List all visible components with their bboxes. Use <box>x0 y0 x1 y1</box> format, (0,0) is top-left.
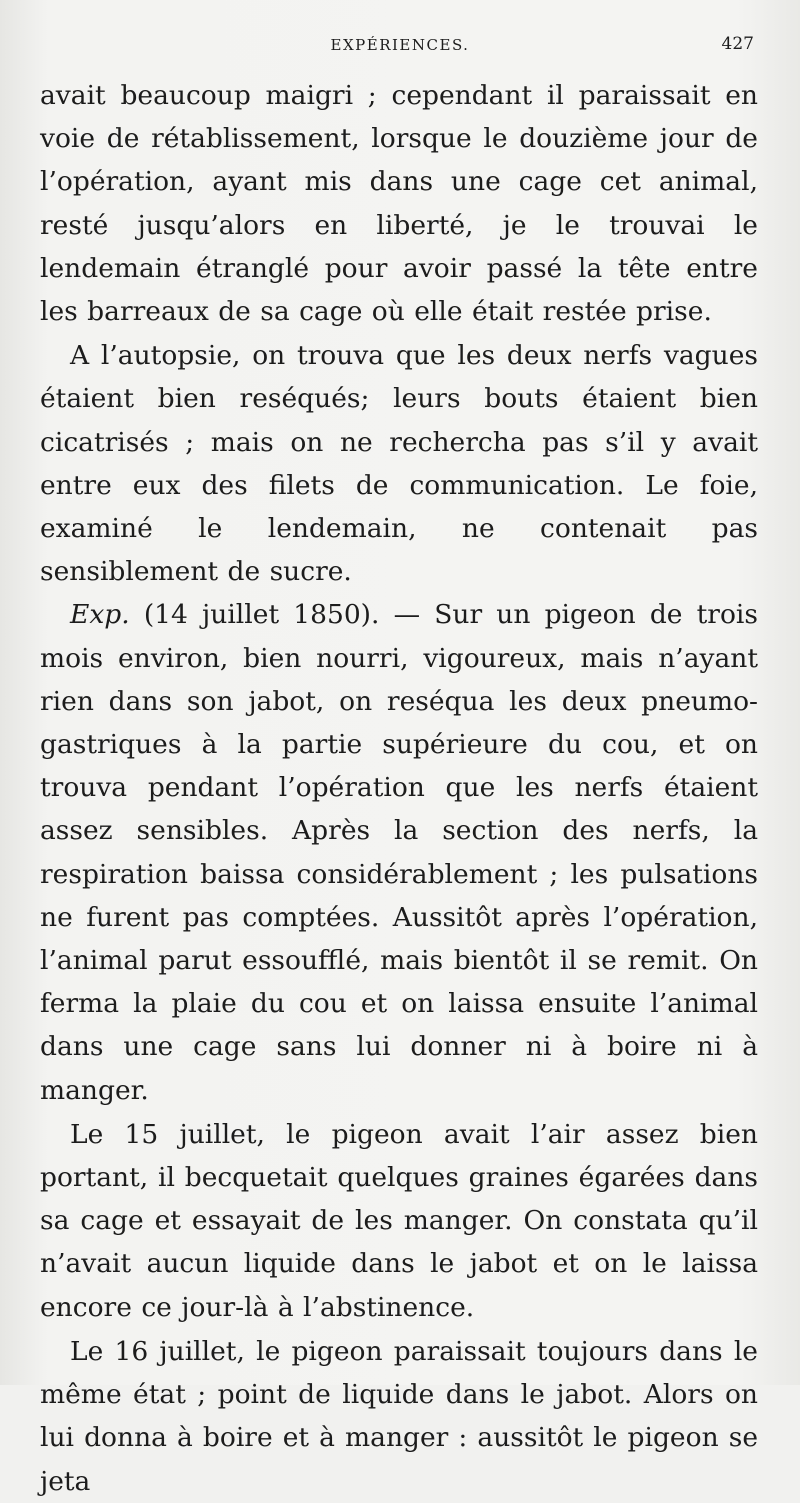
paragraph-text: avait beaucoup maigri ; cependant il paraissait en voie de rétablissement, lorsque le douzième jour de l’opération, ayant mis dans une cage cet animal, resté jusqu’alors en liberté, je le trouvai le lendemain étranglé pour avoir passé la tête entre les barreaux de sa cage où elle était restée prise. <box>40 80 758 328</box>
experiment-label: Exp. <box>70 599 130 631</box>
paragraph-text: (14 juillet 1850). — Sur un pigeon de trois mois environ, bien nourri, vigoureux, mais n’ayant rien dans son jabot, on reséqua les deux pneumo-gastriques à la partie supérieure du cou, et on trouva pendant l’opération que les nerfs étaient assez sensibles. Après la section des nerfs, la respiration baissa considérablement ; les pulsations ne furent pas comptées. Aussitôt après l’opération, l’animal parut essoufflé, mais bientôt il se remit. On ferma la plaie du cou et on laissa ensuite l’animal dans une cage sans lui donner ni à boire ni à manger. <box>40 599 758 1106</box>
paragraph-experiment <box>40 593 758 1111</box>
running-title: EXPÉRIENCES. <box>330 36 470 54</box>
paragraph-autopsie <box>40 334 758 593</box>
paragraph-text: Le 15 juillet, le pigeon avait l’air assez bien portant, il becquetait quelques graines égarées dans sa cage et essayait de les manger. On constata qu’il n’avait aucun liquide dans le jabot et on le laissa encore ce jour-là à l’abstinence. <box>40 1118 758 1323</box>
paragraph-text: A l’autopsie, on trouva que les deux nerfs vagues étaient bien reséqués; leurs bouts étaient bien cicatrisés ; mais on ne rechercha pas s’il y avait entre eux des filets de communication. Le foie, examiné le lendemain, ne contenait pas sensiblement de sucre. <box>40 340 758 588</box>
paragraph-continued <box>40 74 758 333</box>
body-text <box>40 74 758 1503</box>
paragraph-text: Le 16 juillet, le pigeon paraissait toujours dans le même état ; point de liquide dans le jabot. Alors on lui donna à boire et à manger : aussitôt le pigeon se jeta <box>40 1335 758 1497</box>
paragraph-16-juillet <box>40 1330 758 1503</box>
page-number: 427 <box>721 34 754 54</box>
page-header <box>40 30 760 60</box>
paragraph-15-juillet <box>40 1113 758 1329</box>
